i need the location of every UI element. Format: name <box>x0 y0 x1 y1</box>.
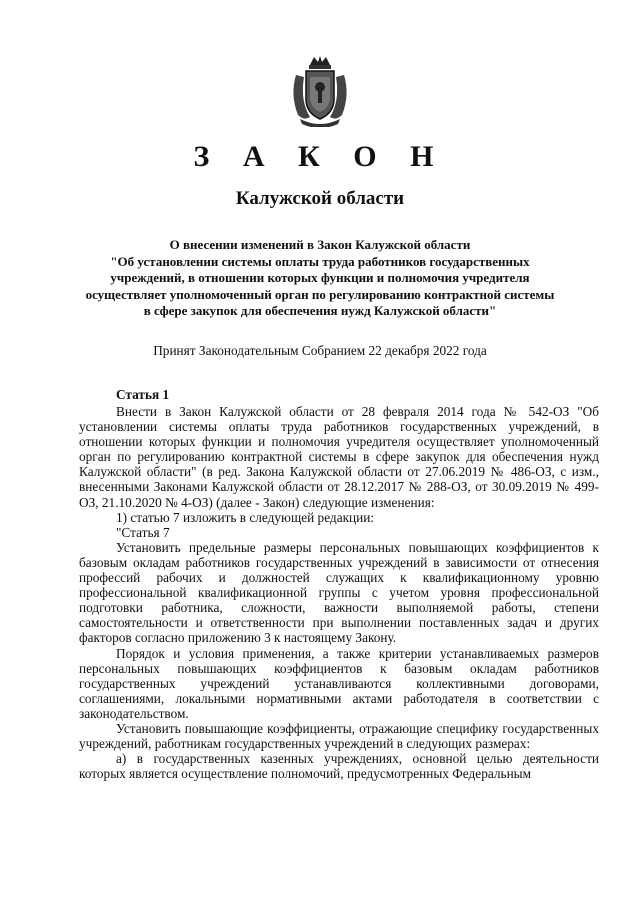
document-title: З А К О Н <box>193 140 447 173</box>
article-body <box>79 404 599 781</box>
article-paragraph: Порядок и условия применения, а также критерии устанавливаемых размеров персональных повышающих коэффициентов к базовым окладам работников государственных учреждений устанавливаются коллективными договорами, соглашениями, локальными нормативными актами работодателя в соответствии с законодательством. <box>79 645 599 721</box>
law-name-line: осуществляет уполномоченный орган по регулированию контрактной системы <box>85 286 555 302</box>
article-paragraph: Внести в Закон Калужской области от 28 февраля 2014 года № 542-ОЗ "Об установлении системы оплаты труда работников государственных учреждений, в отношении которых функции и полномочия учредителя осуществляет уполномоченный орган по регулированию контрактной системы в сфере закупок для обеспечения нужд Калужской области" (в ред. Закона Калужской области от 27.06.2019 № 486-ОЗ, с изм., внесенными Законами Калужской области от 28.12.2017 № 288-ОЗ, от 30.09.2019 № 499-ОЗ, 21.10.2020 № 4-ОЗ) (далее - Закон) следующие изменения: <box>79 404 599 510</box>
law-name-line: учреждений, в отношении которых функции и полномочия учредителя <box>110 270 530 285</box>
law-name-block <box>0 237 640 320</box>
article-heading: Статья 1 <box>116 387 170 402</box>
law-name-line: в сфере закупок для обеспечения нужд Калужской области" <box>143 303 497 318</box>
law-name-line: О внесении изменений в Закон Калужской области <box>169 237 471 252</box>
article-paragraph: а) в государственных казенных учреждениях, основной целью деятельности которых является осуществление полномочий, предусмотренных Федеральным <box>79 751 599 782</box>
region-name: Калужской области <box>235 188 405 209</box>
article-paragraph: "Статья 7 <box>116 524 170 540</box>
adoption-note: Принят Законодательным Собранием 22 декабря 2022 года <box>153 343 487 358</box>
law-name-line: "Об установлении системы оплаты труда работников государственных <box>110 253 530 269</box>
article-paragraph: Установить предельные размеры персональных повышающих коэффициентов к базовым окладам работников государственных учреждений в зависимости от отнесения профессий рабочих и должностей служащих к квалификационному уровню профессиональной квалификационной группы с учетом уровня профессиональной подготовки работника, сложности, важности выполняемой работы, степени самостоятельности и ответственности при выполнении поставленных задач и других факторов согласно приложению 3 к настоящему Закону. <box>79 539 599 646</box>
coat-of-arms-icon <box>288 55 352 127</box>
article-paragraph: 1) статью 7 изложить в следующей редакции: <box>116 509 375 525</box>
article-paragraph: Установить повышающие коэффициенты, отражающие специфику государственных учреждений, работникам государственных учреждений в следующих размерах: <box>79 720 599 752</box>
